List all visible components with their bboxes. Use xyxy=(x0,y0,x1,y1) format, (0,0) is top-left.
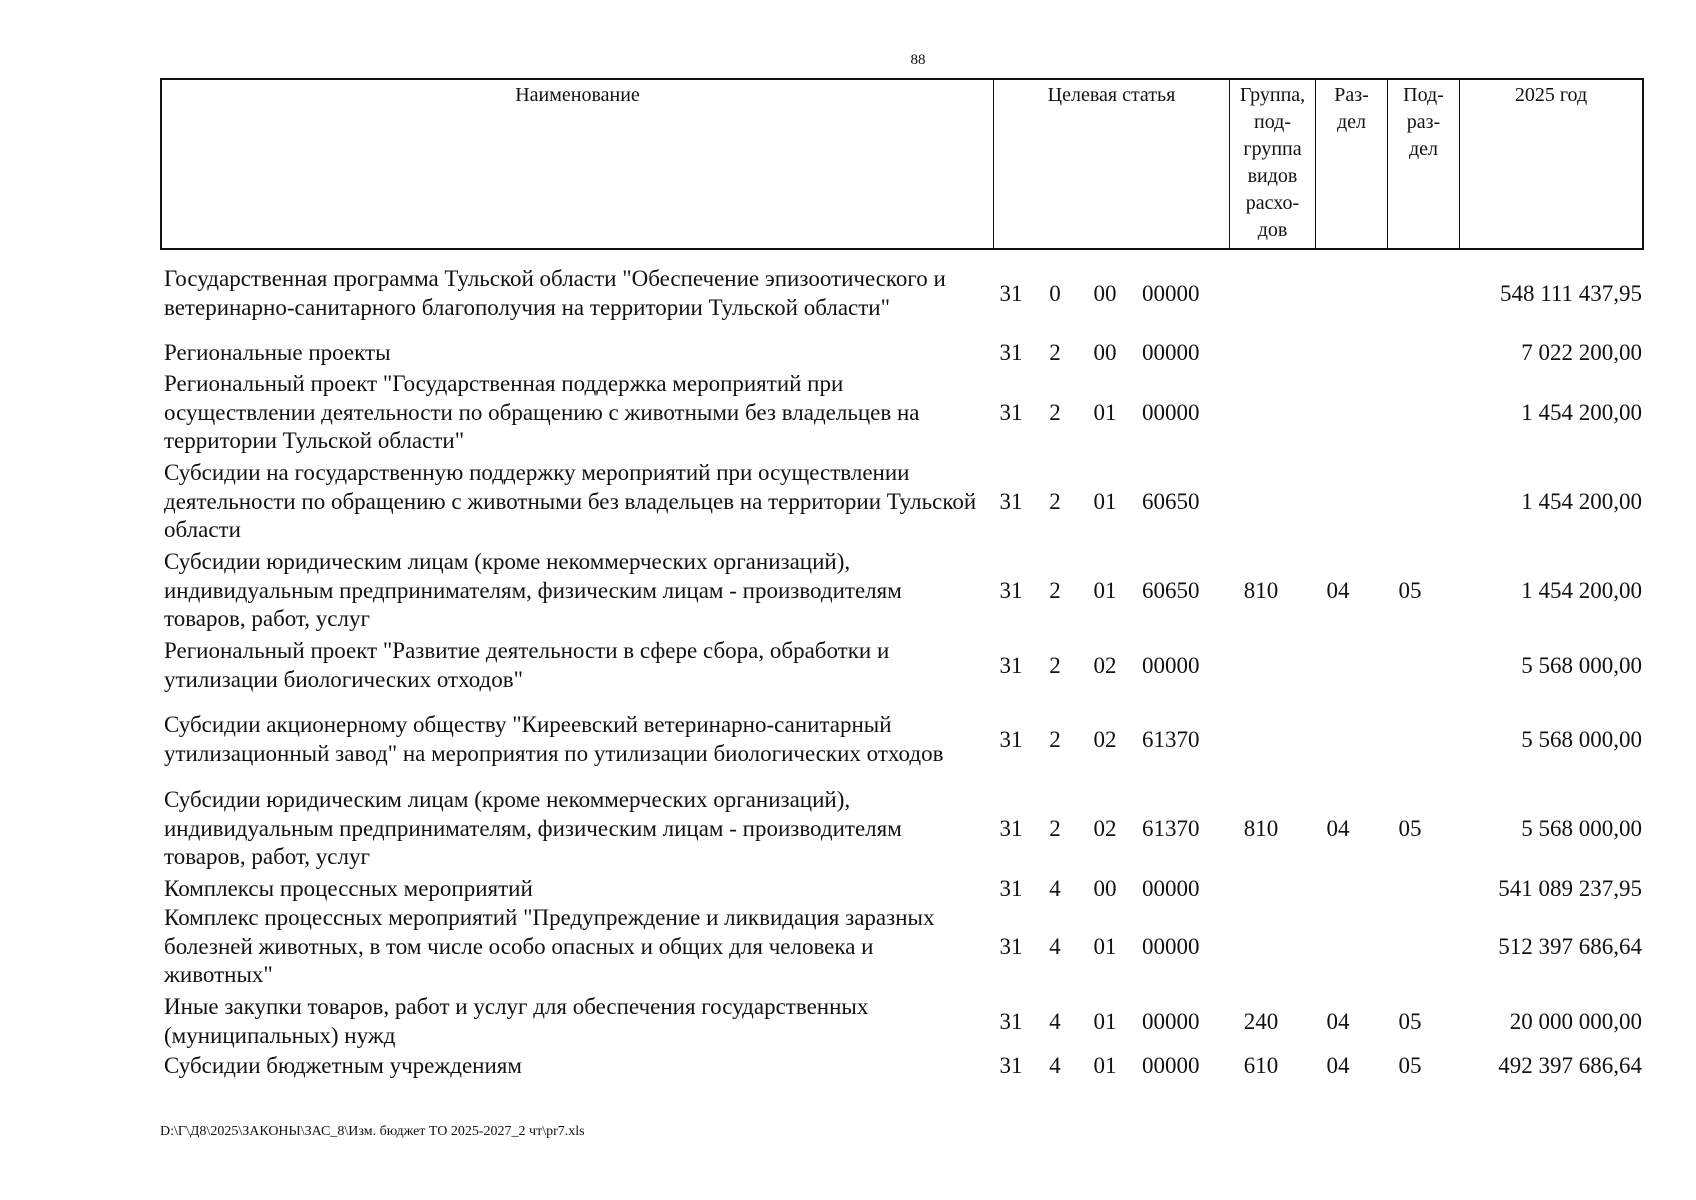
subsection-code: 05 xyxy=(1398,816,1422,841)
target-article-event: 01 xyxy=(1093,489,1117,514)
target-article-event: 01 xyxy=(1093,1053,1117,1078)
subsection-code: 05 xyxy=(1398,1053,1422,1078)
section-code: 04 xyxy=(1326,816,1350,841)
target-article-program: 31 xyxy=(999,653,1023,678)
amount: 1 454 200,00 xyxy=(1521,400,1642,425)
target-article-event: 01 xyxy=(1093,934,1117,959)
row-name: Государственная программа Тульской области "Обеспечение эпизоотического и ветеринарно-санитарного благополучия на территории Тульской области" xyxy=(164,266,946,320)
target-article-direction: 00000 xyxy=(1142,1053,1200,1078)
target-article-type: 4 xyxy=(1049,1009,1061,1034)
row-name: Комплекс процессных мероприятий "Предупреждение и ликвидация заразных болезней животных, в том числе особо опасных и общих для человека и животных" xyxy=(164,905,935,987)
subsection-code: 05 xyxy=(1398,1009,1422,1034)
amount: 548 111 437,95 xyxy=(1499,281,1642,306)
expense-group: 240 xyxy=(1243,1009,1279,1034)
target-article-event: 01 xyxy=(1093,1009,1117,1034)
target-article-event: 00 xyxy=(1093,340,1117,365)
target-article-event: 00 xyxy=(1093,876,1117,901)
row-name: Региональный проект "Развитие деятельности в сфере сбора, обработки и утилизации биологических отходов" xyxy=(164,638,890,692)
header-subsection: Под- раз- дел xyxy=(1388,80,1460,248)
row-name: Региональный проект "Государственная поддержка мероприятий при осуществлении деятельности по обращению с животными без владельцев на территории Тульской области" xyxy=(164,371,920,453)
target-article-program: 31 xyxy=(999,1053,1023,1078)
target-article-type: 0 xyxy=(1049,281,1061,306)
target-article-program: 31 xyxy=(999,340,1023,365)
target-article-event: 01 xyxy=(1093,578,1117,603)
target-article-program: 31 xyxy=(999,727,1023,752)
target-article-direction: 61370 xyxy=(1142,816,1200,841)
target-article-direction: 00000 xyxy=(1142,876,1200,901)
header-group: Группа, под- группа видов расхо- дов xyxy=(1230,80,1316,248)
target-article-program: 31 xyxy=(999,816,1023,841)
subsection-code: 05 xyxy=(1398,578,1422,603)
target-article-type: 4 xyxy=(1049,934,1061,959)
row-name: Субсидии на государственную поддержку мероприятий при осуществлении деятельности по обращению с животными без владельцев на территории Тульской области xyxy=(164,460,977,542)
target-article-type: 2 xyxy=(1049,340,1061,365)
target-article-type: 2 xyxy=(1049,400,1061,425)
target-article-direction: 00000 xyxy=(1142,653,1200,678)
target-article-type: 4 xyxy=(1049,1053,1061,1078)
row-name: Субсидии акционерному обществу "Киреевский ветеринарно-санитарный утилизационный завод" на мероприятия по утилизации биологических отходов xyxy=(164,712,944,766)
target-article-type: 2 xyxy=(1049,816,1061,841)
row-name: Субсидии бюджетным учреждениям xyxy=(164,1053,522,1078)
target-article-event: 02 xyxy=(1093,816,1117,841)
target-article-direction: 00000 xyxy=(1142,340,1200,365)
section-code: 04 xyxy=(1326,578,1350,603)
target-article-direction: 61370 xyxy=(1142,727,1200,752)
target-article-type: 2 xyxy=(1049,578,1061,603)
target-article-direction: 60650 xyxy=(1142,578,1200,603)
target-article-program: 31 xyxy=(999,876,1023,901)
target-article-event: 02 xyxy=(1093,653,1117,678)
target-article-event: 01 xyxy=(1093,400,1117,425)
amount: 512 397 686,64 xyxy=(1498,934,1642,959)
row-name: Субсидии юридическим лицам (кроме некоммерческих организаций), индивидуальным предпринимателям, физическим лицам - производителям товаров, работ, услуг xyxy=(164,787,902,869)
target-article-program: 31 xyxy=(999,578,1023,603)
amount: 1 454 200,00 xyxy=(1521,489,1642,514)
target-article-event: 02 xyxy=(1093,727,1117,752)
expense-group: 810 xyxy=(1243,816,1279,841)
row-name: Иные закупки товаров, работ и услуг для обеспечения государственных (муниципальных) нужд xyxy=(164,994,869,1048)
expense-group: 610 xyxy=(1243,1053,1279,1078)
amount: 541 089 237,95 xyxy=(1498,876,1642,901)
expense-group: 810 xyxy=(1243,578,1279,603)
row-name: Субсидии юридическим лицам (кроме некоммерческих организаций), индивидуальным предпринимателям, физическим лицам - производителям товаров, работ, услуг xyxy=(164,549,902,631)
target-article-direction: 60650 xyxy=(1142,489,1200,514)
target-article-program: 31 xyxy=(999,400,1023,425)
target-article-program: 31 xyxy=(999,489,1023,514)
row-name: Комплексы процессных мероприятий xyxy=(164,876,533,901)
header-target-article: Целевая статья xyxy=(994,80,1230,248)
page-number: 88 xyxy=(910,52,926,68)
file-path-footer: D:\Г\Д8\2025\ЗАКОНЫ\ЗАС_8\Изм. бюджет ТО 2025-2027_2 чт\pr7.xls xyxy=(160,1124,585,1139)
header-section: Раз- дел xyxy=(1316,80,1388,248)
amount: 5 568 000,00 xyxy=(1521,816,1642,841)
target-article-direction: 00000 xyxy=(1142,281,1200,306)
amount: 1 454 200,00 xyxy=(1521,578,1642,603)
target-article-program: 31 xyxy=(999,1009,1023,1034)
amount: 7 022 200,00 xyxy=(1521,340,1642,365)
table-header xyxy=(160,78,1644,250)
row-name: Региональные проекты xyxy=(164,340,391,365)
target-article-direction: 00000 xyxy=(1142,400,1200,425)
amount: 5 568 000,00 xyxy=(1521,653,1642,678)
target-article-event: 00 xyxy=(1093,281,1117,306)
amount: 20 000 000,00 xyxy=(1509,1009,1642,1034)
header-year: 2025 год xyxy=(1514,84,1588,106)
target-article-program: 31 xyxy=(999,934,1023,959)
target-article-direction: 00000 xyxy=(1142,1009,1200,1034)
target-article-type: 2 xyxy=(1049,489,1061,514)
section-code: 04 xyxy=(1326,1053,1350,1078)
amount: 492 397 686,64 xyxy=(1498,1053,1642,1078)
target-article-program: 31 xyxy=(999,281,1023,306)
target-article-type: 2 xyxy=(1049,653,1061,678)
amount: 5 568 000,00 xyxy=(1521,727,1642,752)
target-article-type: 4 xyxy=(1049,876,1061,901)
target-article-type: 2 xyxy=(1049,727,1061,752)
header-name: Наименование xyxy=(162,80,994,248)
target-article-direction: 00000 xyxy=(1142,934,1200,959)
section-code: 04 xyxy=(1326,1009,1350,1034)
